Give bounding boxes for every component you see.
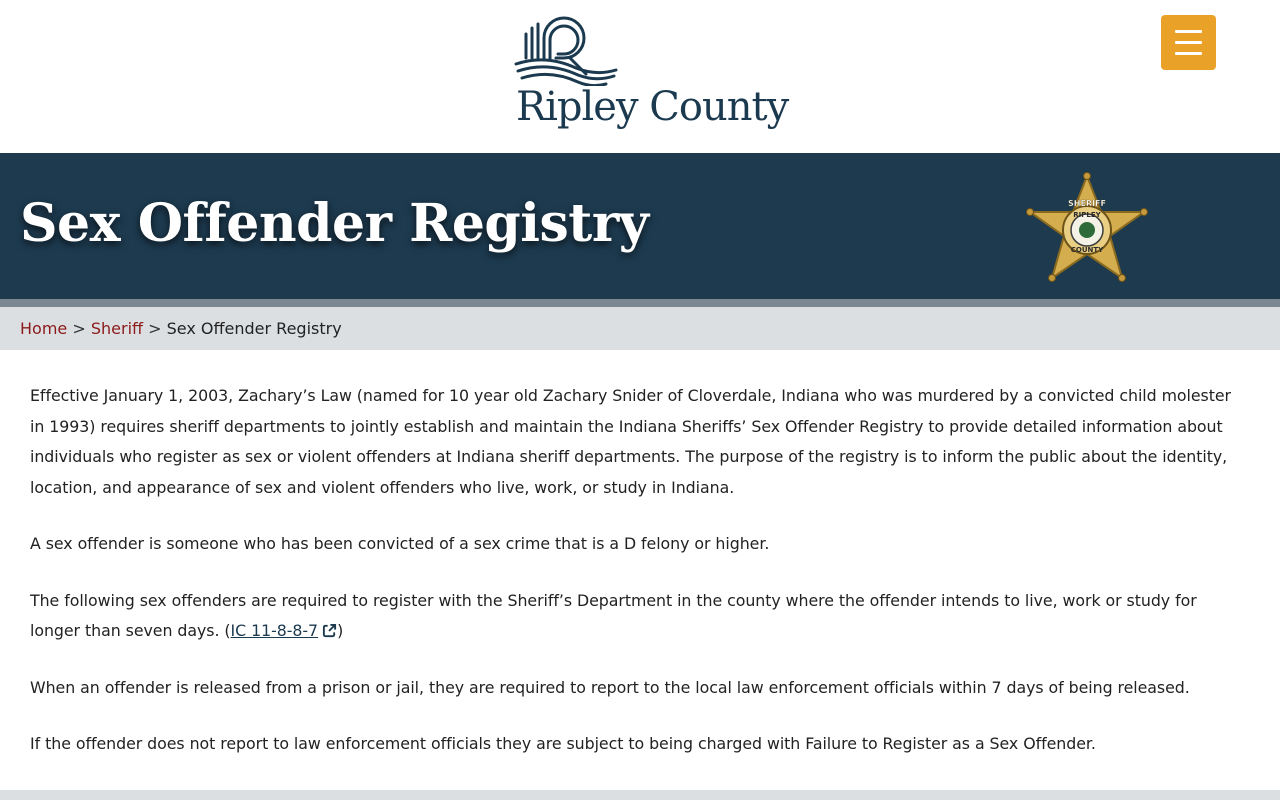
site-logo[interactable] [510, 16, 789, 136]
breadcrumb-current: Sex Offender Registry [166, 319, 342, 338]
sheriff-star-badge-icon [1024, 172, 1150, 284]
paragraph-failure-to-register: If the offender does not report to law enforcement officials they are subject to being charged with Failure to Register as a Sex Offender. [30, 734, 1096, 753]
page-title: Sex Offender Registry [20, 193, 649, 254]
paragraph-registration-requirement [30, 586, 1250, 647]
paragraph-zacharys-law: Effective January 1, 2003, Zachary’s Law (named for 10 year old Zachary Snider of Cloverdale, Indiana who was murdered by a convicted child molester in 1993) requires sheriff departments to jointly establish and maintain the Indiana Sheriffs’ Sex Offender Registry to provide detailed information about individuals who register as sex or violent offenders at Indiana sheriff departments. The purpose of the registry is to inform the public about the identity, location, and appearance of sex and violent offenders who live, work, or study in Indiana. [30, 386, 1231, 497]
hamburger-menu-icon [1175, 52, 1202, 55]
hamburger-menu-icon [1175, 30, 1202, 33]
breadcrumb-sheriff-link[interactable]: Sheriff [90, 319, 144, 338]
paragraph-definition: A sex offender is someone who has been convicted of a sex crime that is a D felony or higher. [30, 534, 770, 553]
paragraph-release-reporting: When an offender is released from a prison or jail, they are required to report to the local law enforcement officials within 7 days of being released. [30, 677, 1190, 697]
breadcrumb [0, 307, 1280, 350]
logo-text: Ripley County [516, 84, 789, 130]
footer-edge [0, 790, 1280, 800]
paragraph-text: ) [337, 621, 344, 640]
site-header [0, 0, 1280, 153]
paragraph-text: The following sex offenders are required to register with the Sheriff’s Department in the county where the offender intends to live, work or study for longer than seven days. ( [30, 590, 1197, 640]
svg-text:SHERIFF: SHERIFF [1068, 199, 1106, 208]
hamburger-menu-icon [1175, 41, 1202, 44]
svg-text:RIPLEY: RIPLEY [1073, 211, 1101, 219]
external-link-icon[interactable] [322, 623, 337, 638]
menu-button[interactable] [1161, 15, 1216, 70]
ripley-county-logo-icon [512, 16, 622, 86]
svg-text:COUNTY: COUNTY [1070, 246, 1104, 254]
breadcrumb-separator: > [148, 319, 162, 338]
main-content [0, 350, 1280, 760]
breadcrumb-home-link[interactable]: Home [20, 319, 68, 338]
link-label: IC 11-8-8-7 [230, 621, 319, 640]
breadcrumb-separator: > [72, 319, 86, 338]
banner-stripe [0, 299, 1280, 307]
ic-11-8-8-7-link[interactable] [231, 621, 319, 640]
